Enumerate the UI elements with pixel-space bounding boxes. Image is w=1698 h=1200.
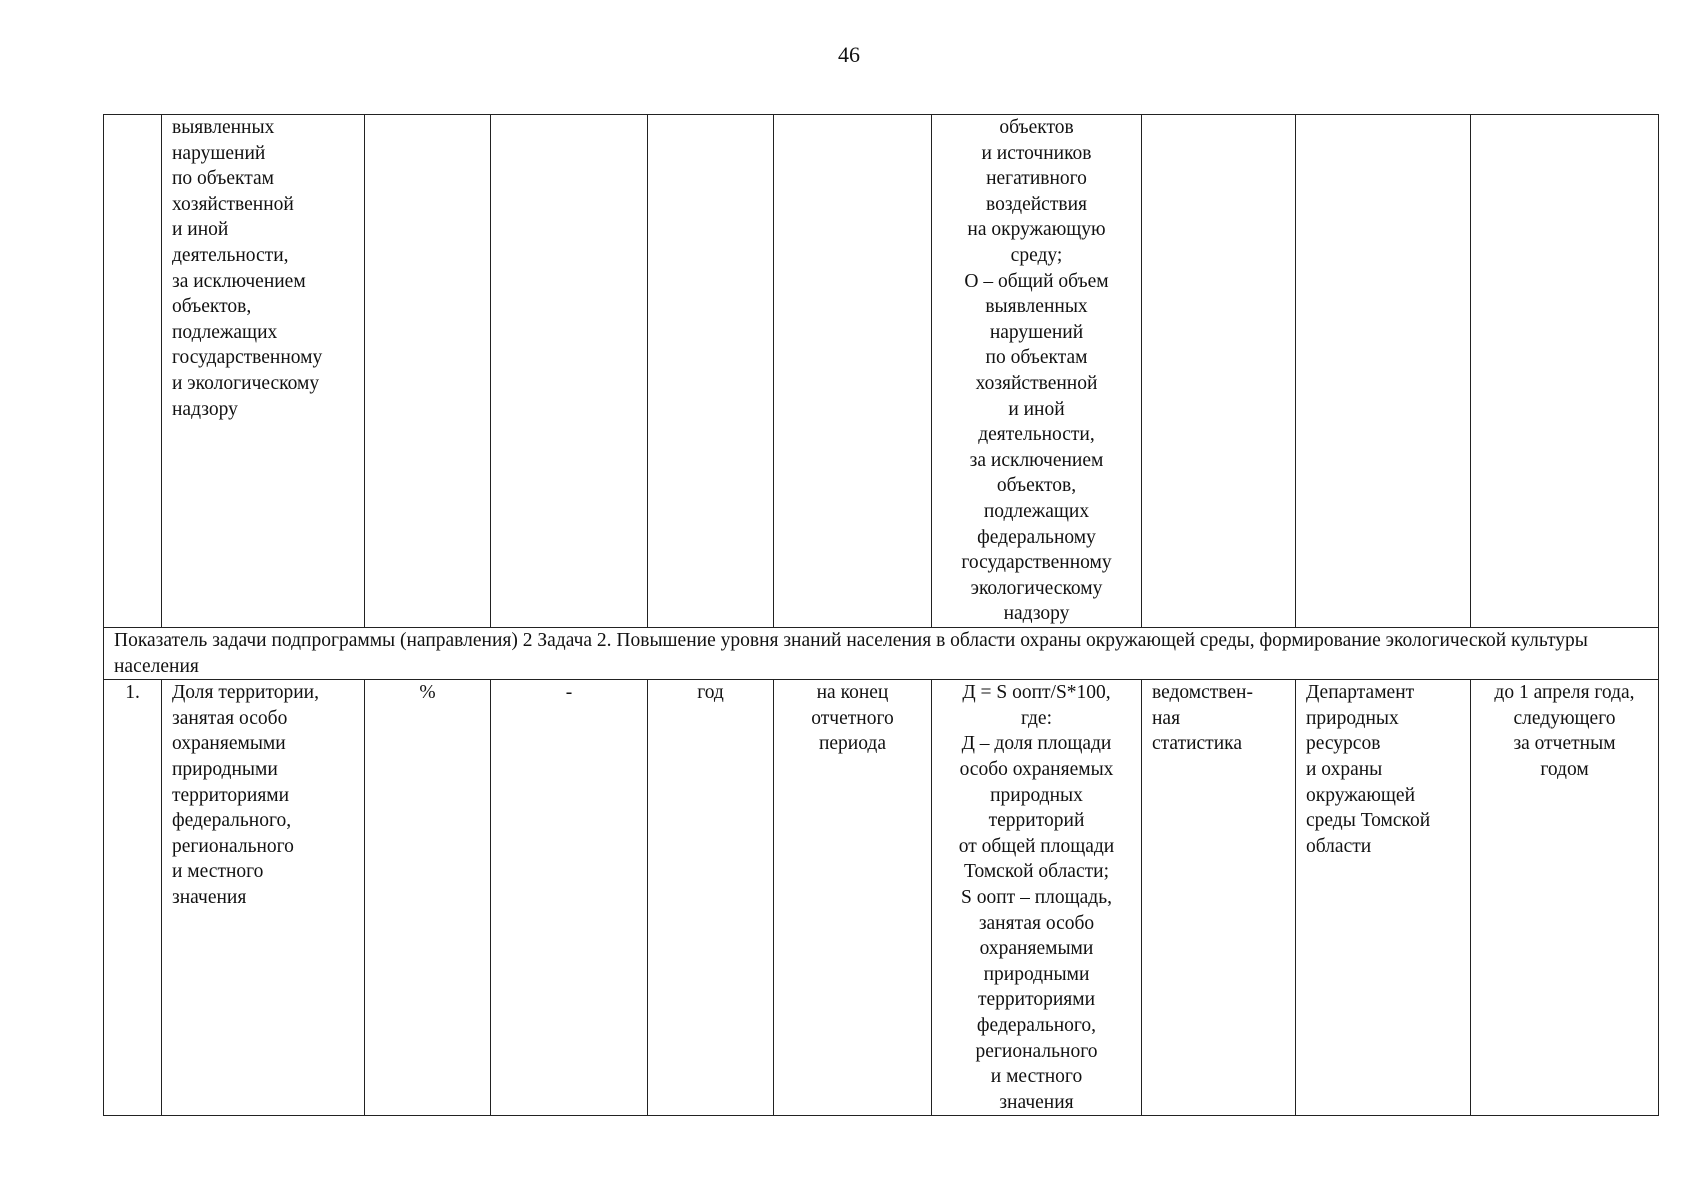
cell-indicator-name: Доля территории, занятая особо охраняемыми природными территориями федерального, регионального и местного значения (162, 680, 365, 1116)
cell-time-characteristic (774, 115, 932, 628)
table-row-continuation (104, 115, 1659, 628)
cell-number (104, 115, 162, 628)
cell-base-value: - (491, 680, 648, 1116)
cell-time-characteristic: на конец отчетного периода (774, 680, 932, 1116)
cell-formula: Д = S оопт/S*100, где: Д – доля площади особо охраняемых природных территорий от общей площади Томской области; S оопт – площадь, занятая особо охраняемыми природными территориями федерального, регионального и местного значения (932, 680, 1142, 1116)
cell-unit (365, 115, 491, 628)
cell-periodicity: год (648, 680, 774, 1116)
cell-number: 1. (104, 680, 162, 1116)
table-row-section (104, 628, 1659, 680)
cell-responsible: Департамент природных ресурсов и охраны окружающей среды Томской области (1296, 680, 1471, 1116)
section-heading: Показатель задачи подпрограммы (направления) 2 Задача 2. Повышение уровня знаний населения в области охраны окружающей среды, формирование экологической культуры населения (104, 628, 1659, 680)
cell-periodicity (648, 115, 774, 628)
cell-responsible (1296, 115, 1471, 628)
cell-deadline (1471, 115, 1659, 628)
cell-collection-method (1142, 115, 1296, 628)
cell-unit: % (365, 680, 491, 1116)
page-number: 46 (838, 42, 860, 67)
cell-collection-method: ведомствен- ная статистика (1142, 680, 1296, 1116)
cell-deadline: до 1 апреля года, следующего за отчетным годом (1471, 680, 1659, 1116)
cell-base-value (491, 115, 648, 628)
indicator-table (103, 114, 1659, 1116)
cell-indicator-name: выявленных нарушений по объектам хозяйственной и иной деятельности, за исключением объектов, подлежащих государственному и экологическому надзору (162, 115, 365, 628)
cell-formula: объектов и источников негативного воздействия на окружающую среду; О – общий объем выявленных нарушений по объектам хозяйственной и иной деятельности, за исключением объектов, подлежащих федеральному государственному экологическому надзору (932, 115, 1142, 628)
table-row (104, 680, 1659, 1116)
